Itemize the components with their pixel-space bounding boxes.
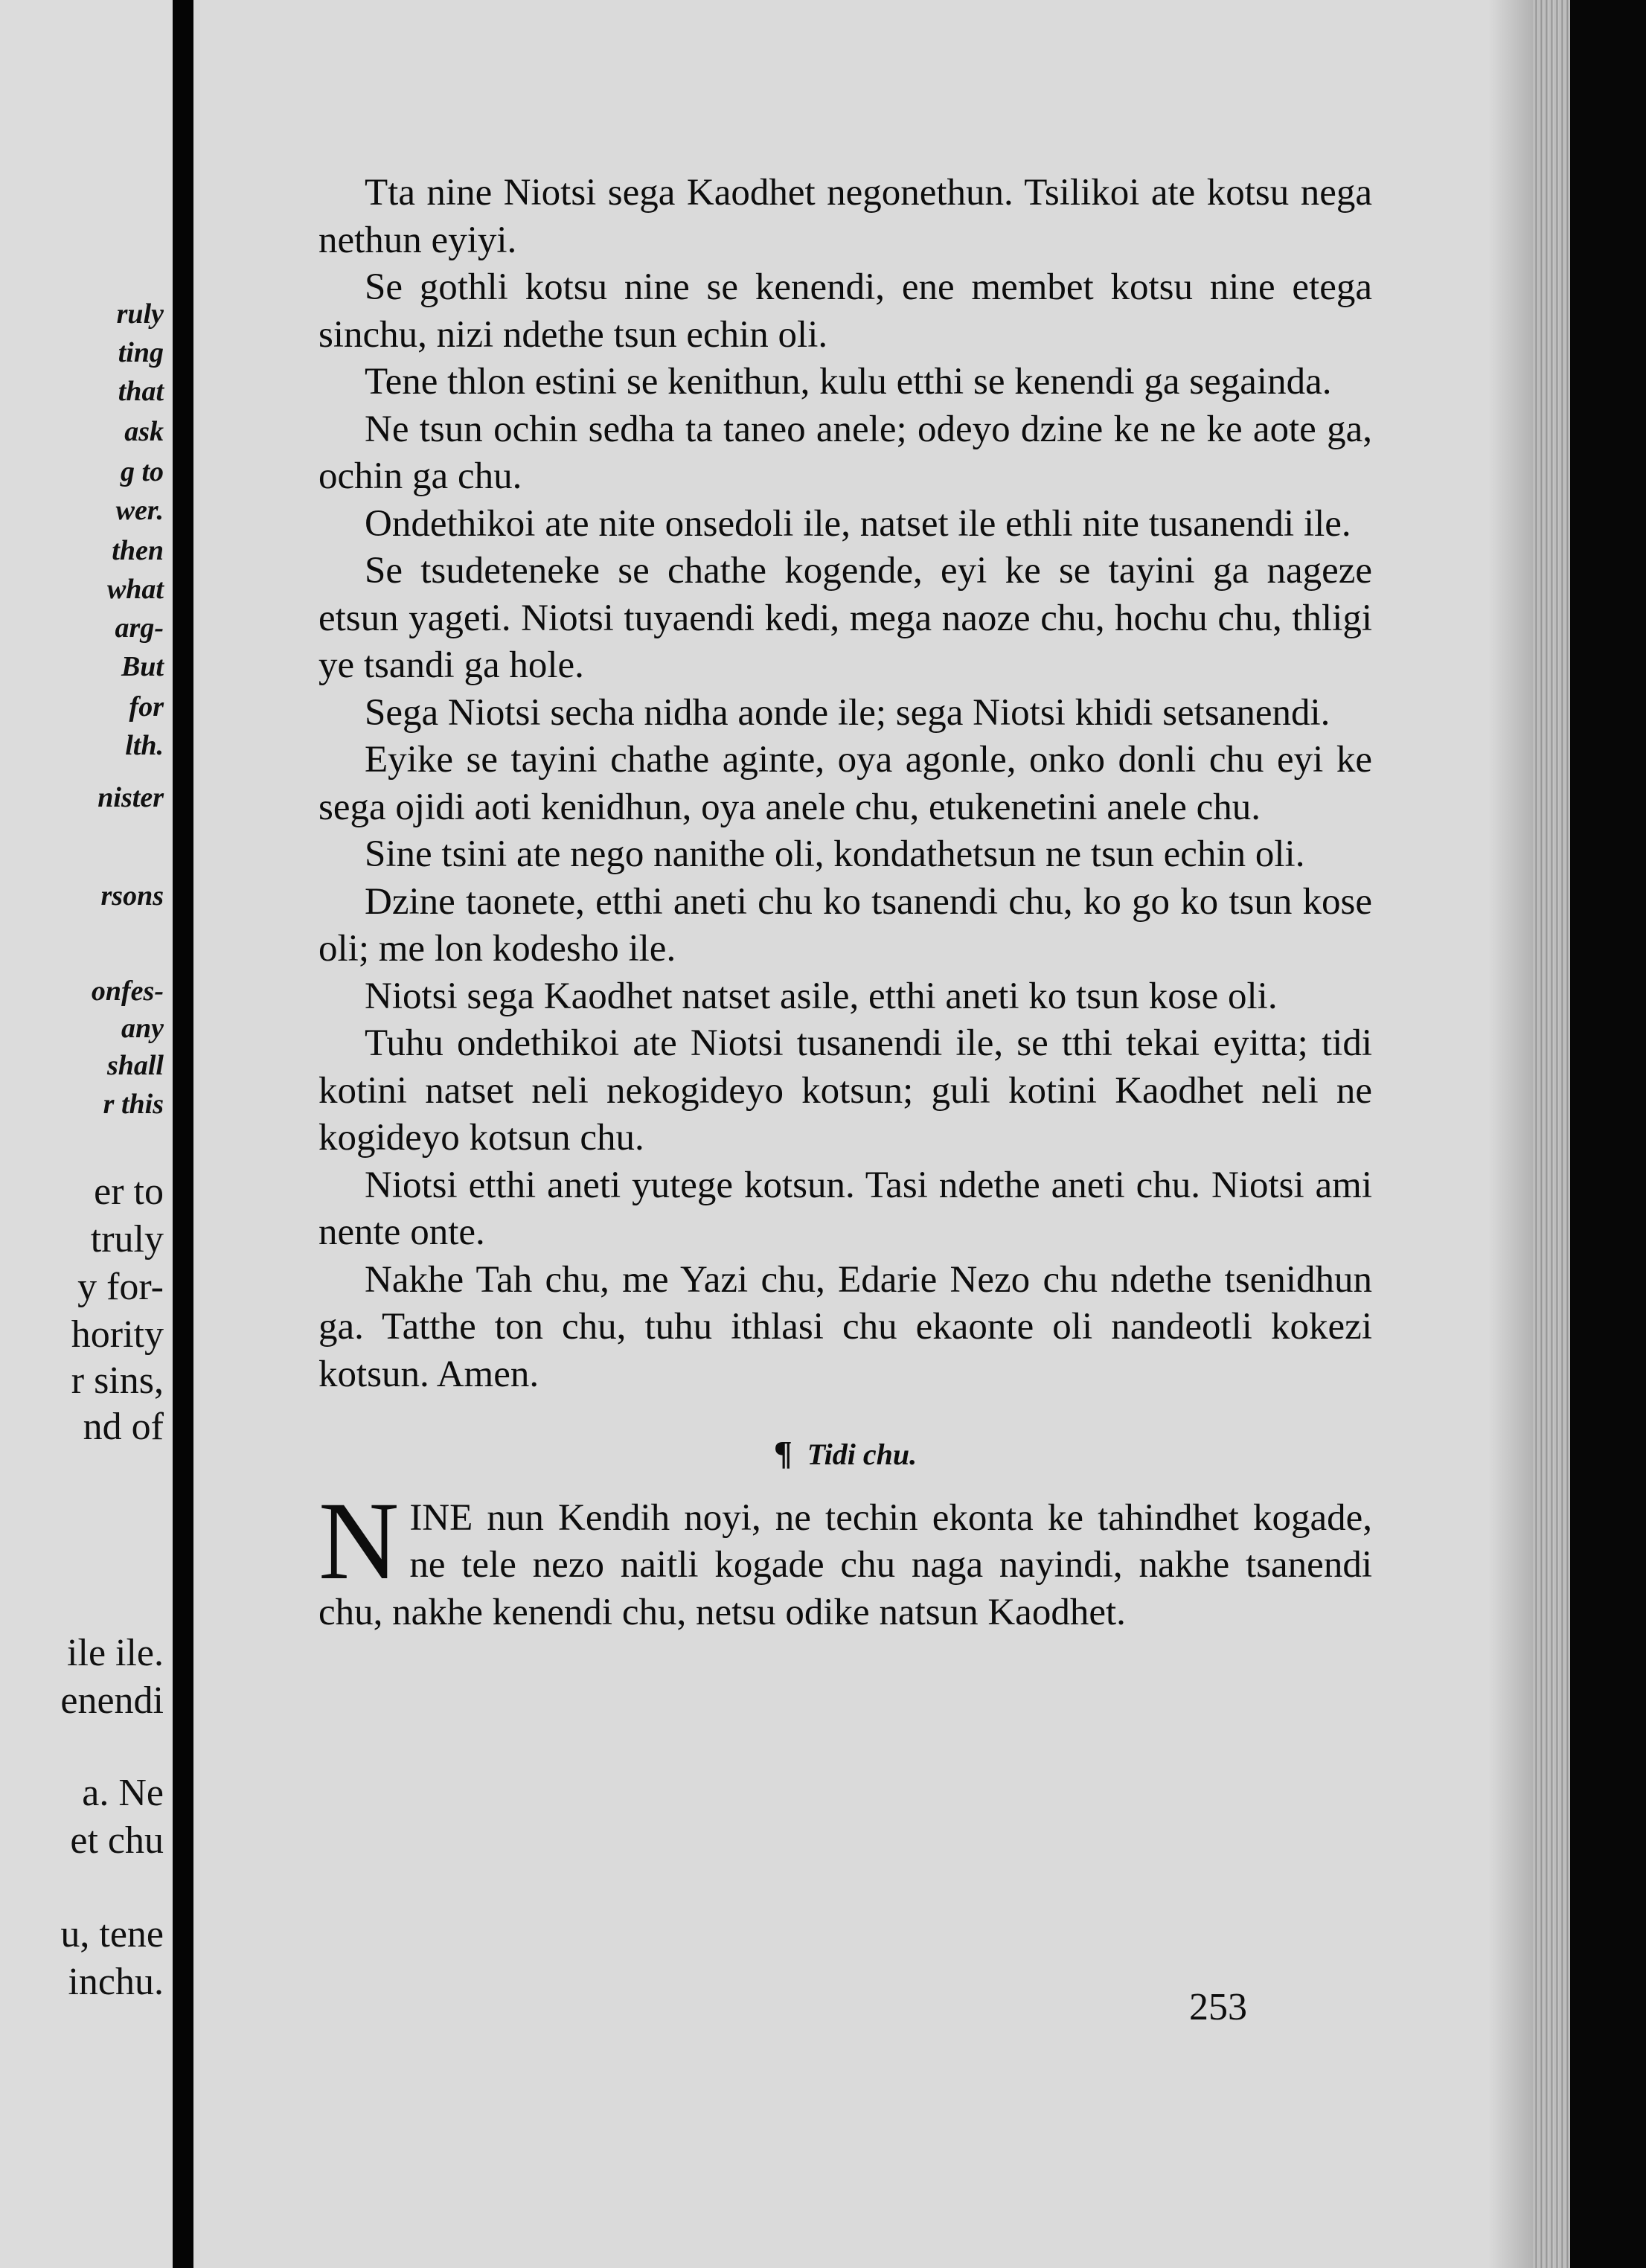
left-page-line: et chu [70,1819,164,1862]
paragraph: Niotsi sega Kaodhet natset asile, etthi aneti ko tsun kose oli. [365,975,1278,1017]
paragraph: Tene thlon estini se kenithun, kulu etthi se kenendi ga segainda. [365,361,1332,403]
main-page [193,0,1533,2268]
left-page-line: for [129,691,164,723]
left-page-line: a. Ne [82,1772,164,1814]
book-gutter [173,0,193,2268]
left-page-line: what [106,574,164,605]
paragraph: Sine tsini ate nego nanithe oli, kondathetsun ne tsun echin oli. [365,833,1305,875]
paragraph: Tta nine Niotsi sega Kaodhet negonethun. Tsilikoi ate kotsu nega nethun eyiyi. [318,172,1372,261]
left-page-line: truly [90,1218,164,1260]
left-page-line: ask [124,416,164,447]
page-edges [1533,0,1570,2268]
right-border [1570,0,1646,2268]
paragraph: Eyike se tayini chathe aginte, oya agonle, onko donli chu eyi ke sega ojidi aoti kenidhun, oya anele chu, etukenetini anele chu. [318,739,1372,828]
rubric-text: Tidi chu. [807,1438,918,1471]
paragraph: Dzine taonete, etthi aneti chu ko tsanendi chu, ko go ko tsun kose oli; me lon kodesho ile. [318,880,1372,970]
paragraph: Se gothli kotsu nine se kenendi, ene membet kotsu nine etega sinchu, nizi ndethe tsun echin oli. [318,266,1372,356]
paragraph: Ondethikoi ate nite onsedoli ile, natset ile ethli nite tusanendi ile. [365,502,1351,545]
left-page-line: arg- [115,612,164,644]
paragraph: Ne tsun ochin sedha ta taneo anele; odeyo dzine ke ne ke aote ga, ochin ga chu. [318,408,1372,497]
left-page-line: r this [103,1089,164,1120]
left-page-line: any [121,1013,164,1044]
left-page-line: shall [106,1050,164,1081]
left-page-line: nd of [83,1406,164,1448]
paragraph: Nakhe Tah chu, me Yazi chu, Edarie Nezo chu ndethe tsenidhun ga. Tatthe ton chu, tuhu ithlasi chu ekaonte oli nandeotli kokezi kotsun. Amen. [318,1258,1372,1395]
left-page-line: ting [118,337,164,368]
final-paragraph-text: INE nun Kendih noyi, ne techin ekonta ke tahindhet kogade, ne tele nezo naitli kogade chu naga nayindi, nakhe tsanendi chu, nakhe kenendi chu, netsu odike natsun Kaodhet. [318,1496,1372,1633]
left-facing-page [0,0,173,2268]
left-page-line: r sins, [71,1359,164,1402]
drop-cap: N [318,1479,400,1603]
left-page-line: er to [94,1170,164,1213]
left-page-line: u, tene [60,1913,164,1955]
left-page-line: enendi [60,1679,164,1722]
left-page-line: ruly [116,298,164,330]
left-page-line: g to [120,456,164,487]
pilcrow-mark: ¶ [773,1434,792,1472]
left-page-line: that [118,376,164,407]
page-text-block [318,170,1372,1636]
page-number: 253 [1189,1986,1247,2028]
left-page-line: rsons [100,880,164,912]
left-page-line: nister [97,782,164,813]
final-paragraph [318,1479,1372,1637]
left-page-line: hority [71,1313,164,1356]
paragraph: Niotsi etthi aneti yutege kotsun. Tasi ndethe aneti chu. Niotsi ami nente onte. [318,1164,1372,1253]
left-page-line: then [112,535,164,566]
left-page-line: onfes- [91,976,164,1007]
left-page-line: inchu. [68,1961,164,2003]
paragraph: Se tsudeteneke se chathe kogende, eyi ke se tayini ga nageze etsun yageti. Niotsi tuyaendi kedi, mega naoze chu, hochu chu, thligi ye tsandi ga hole. [318,550,1372,686]
left-page-line: ile ile. [67,1632,164,1674]
left-page-line: But [121,651,164,682]
section-rubric [318,1429,1372,1479]
left-page-line: wer. [115,495,164,526]
left-page-line: lth. [125,730,164,761]
paragraph: Sega Niotsi secha nidha aonde ile; sega Niotsi khidi setsanendi. [365,691,1330,734]
left-page-line: y for- [77,1266,164,1308]
paragraph: Tuhu ondethikoi ate Niotsi tusanendi ile, se tthi tekai eyitta; tidi kotini natset neli nekogideyo kotsun; guli kotini Kaodhet neli ne kogideyo kotsun chu. [318,1022,1372,1159]
